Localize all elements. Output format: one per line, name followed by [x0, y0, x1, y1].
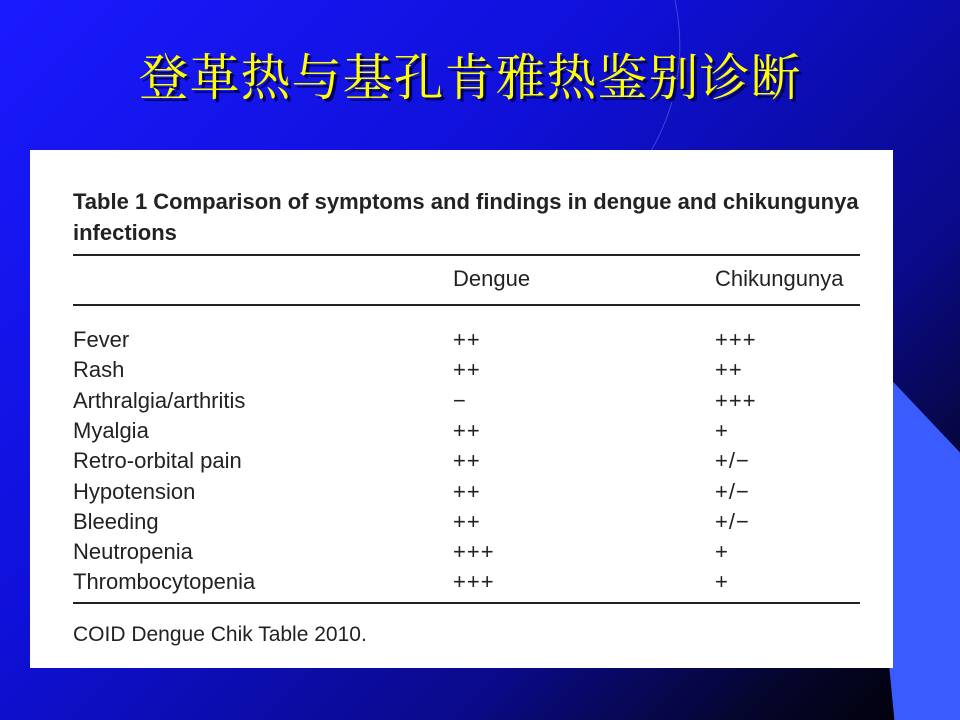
- symptom-cell: Arthralgia/arthritis: [73, 387, 246, 413]
- chikungunya-cell: +/−: [715, 448, 750, 474]
- chikungunya-cell: +: [715, 569, 729, 595]
- symptom-cell: Thrombocytopenia: [73, 569, 256, 595]
- slide-title: 登革热与基孔肯雅热鉴别诊断: [138, 49, 802, 107]
- table-row: [73, 509, 860, 539]
- chikungunya-cell: +++: [715, 387, 757, 413]
- table-row: [73, 448, 860, 478]
- dengue-cell: ++: [453, 478, 481, 504]
- table-caption: Table 1 Comparison of symptoms and findings in dengue and chikungunya infections: [73, 189, 859, 245]
- table-header-rule: [73, 304, 860, 306]
- column-header-chikungunya: Chikungunya: [715, 266, 844, 291]
- chikungunya-cell: +/−: [715, 478, 750, 504]
- table-bottom-rule: [73, 602, 860, 604]
- dengue-cell: −: [453, 387, 467, 413]
- symptom-cell: Myalgia: [73, 417, 149, 443]
- symptom-cell: Rash: [73, 357, 125, 383]
- table-row: [73, 357, 860, 387]
- symptom-cell: Retro-orbital pain: [73, 448, 242, 474]
- dengue-cell: ++: [453, 417, 481, 443]
- chikungunya-cell: +: [715, 417, 729, 443]
- chikungunya-cell: +: [715, 539, 729, 565]
- dengue-cell: ++: [453, 357, 481, 383]
- dengue-cell: ++: [453, 448, 481, 474]
- symptom-cell: Neutropenia: [73, 539, 193, 565]
- table-row: [73, 539, 860, 569]
- dengue-cell: ++: [453, 327, 481, 352]
- dengue-cell: +++: [453, 539, 495, 565]
- table-row: [73, 569, 860, 599]
- symptom-cell: Hypotension: [73, 478, 196, 504]
- dengue-cell: ++: [453, 508, 481, 534]
- chikungunya-cell: ++: [715, 357, 743, 383]
- column-header-dengue: Dengue: [453, 266, 531, 291]
- dengue-cell: +++: [453, 569, 495, 595]
- table-row: [73, 327, 860, 357]
- table-top-rule: [73, 254, 860, 256]
- table-row: [73, 388, 860, 418]
- table-row: [73, 479, 860, 509]
- symptom-cell: Fever: [73, 327, 130, 352]
- table-row: [73, 418, 860, 448]
- table-source-note: COID Dengue Chik Table 2010.: [73, 623, 367, 646]
- chikungunya-cell: +/−: [715, 508, 750, 534]
- symptom-cell: Bleeding: [73, 508, 159, 534]
- chikungunya-cell: +++: [715, 327, 757, 352]
- table-image-panel: [30, 150, 893, 668]
